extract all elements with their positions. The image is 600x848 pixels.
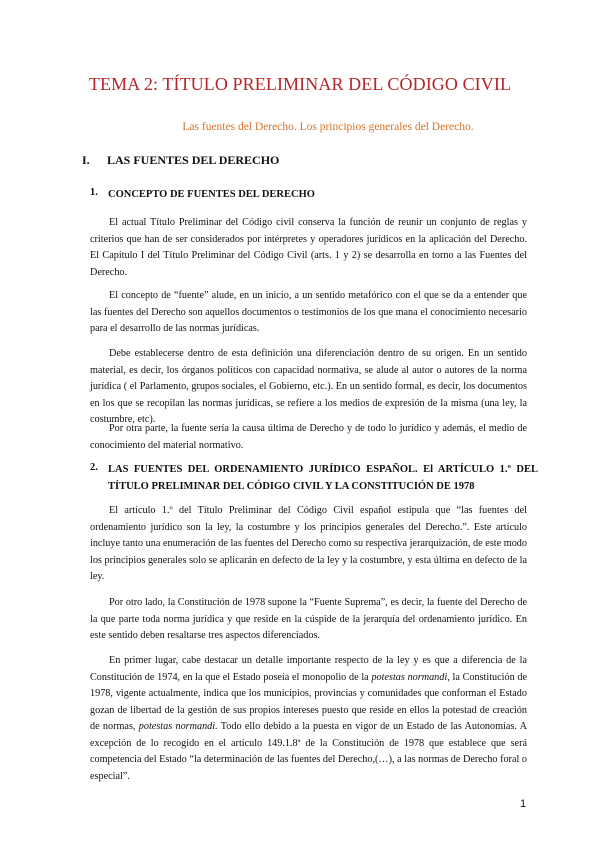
paragraph-1: El actual Título Preliminar del Código civil conserva la función de reunir un conjunto de reglas y criterios que han de ser considerados por intérpretes y operadores jurídicos en la aplicación del Derecho. El Capítulo I del Título Preliminar del Código Civil (arts. 1 y 2) se desarrolla en torno a las Fuentes del Derecho. [90, 217, 527, 278]
subsection-heading-1 [90, 187, 538, 204]
page-number: 1 [520, 798, 527, 810]
subsection-title: LAS FUENTES DEL ORDENAMIENTO JURÍDICO ESPAÑOL. El ARTÍCULO 1.º DEL TÍTULO PRELIMINAR DEL CÓDIGO CIVIL Y LA CONSTITUCIÓN DE 1978 [108, 464, 538, 492]
paragraph-7 [90, 653, 527, 785]
section-title: LAS FUENTES DEL DERECHO [107, 153, 280, 167]
paragraph-4: Por otra parte, la fuente sería la causa última de Derecho y de todo lo jurídico y además, el medio de conocimiento del material normativo. [90, 423, 527, 451]
subsection-title: CONCEPTO DE FUENTES DEL DERECHO [108, 189, 315, 200]
paragraph-5: El artículo 1.º del Título Preliminar del Código Civil español estipula que “las fuentes del ordenamiento jurídico son la ley, la costumbre y los principios generales del Derecho.”. Este artículo incluye tanto una enumeración de las fuentes del Derecho como su respectiva jerarquización, de este modo los principios generales solo se aplicarán en defecto de la ley y la costumbre, y esta última en defecto de la ley. [90, 505, 527, 582]
document-title: TEMA 2: TÍTULO PRELIMINAR DEL CÓDIGO CIVIL [88, 74, 512, 94]
section-number: I. [82, 153, 90, 167]
paragraph-3: Debe establecerse dentro de esta definición una diferenciación dentro de su origen. En un sentido material, es decir, los órganos políticos con capacidad normativa, se alude al autor o autores de la norma jurídica ( el Parlamento, grupos sociales, el Gobierno, etc.). En un sentido formal, es decir, los documentos en los que se recopilan las normas jurídicas, se refiere a los medios de expresión de la misma (una ley, la costumbre, etc). [90, 348, 527, 425]
subsection-number: 1. [90, 187, 98, 198]
paragraph-7-italic-1: potestas normandi [371, 671, 448, 683]
paragraph-7-text-a: En primer lugar, cabe destacar un detalle importante respecto de la ley y es que a diferencia de la Constitución de 1974, en la que el Estado poseía el monopolio de la [90, 655, 527, 683]
paragraph-7-italic-2: potestas normandi. [138, 721, 218, 732]
paragraph-7-text-c: , la Constitución de 1978, vigente actualmente, indica que los municipios, provincias y comunidades que conforman el Estado gozan de libertad de la gestión de sus propios intereses puesto que reside en ellos la potestad de creación de normas, [90, 671, 528, 732]
document-subtitle: Las fuentes del Derecho. Los principios generales del Derecho. [182, 121, 474, 133]
subsection-heading-2 [90, 462, 538, 495]
paragraph-6: Por otro lado, la Constitución de 1978 supone la “Fuente Suprema”, es decir, la fuente del Derecho de la que parte toda norma jurídica y que reside en la cúspide de la jerarquía del ordenamiento jurídico. En este sentido deben resaltarse tres aspectos diferenciados. [90, 597, 527, 641]
paragraph-2: El concepto de “fuente” alude, en un inicio, a un sentido metafórico con el que se da a entender que las fuentes del Derecho son aquellos documentos o testimonios de los que mana el conocimiento necesario para el desarrollo de las normas jurídicas. [90, 290, 527, 334]
subsection-number: 2. [90, 462, 98, 473]
paragraph-7-text-e: Todo ello debido a la puesta en vigor de un Estado de las Autonomías. A excepción de lo recogido en el artículo 149.1.8ª de la Constitución de 1978 que establece que será competencia del Estado “la determinación de las fuentes del Derecho,(…), a las normas de Derecho foral o especial”. [90, 721, 527, 782]
section-heading-1 [82, 153, 279, 168]
